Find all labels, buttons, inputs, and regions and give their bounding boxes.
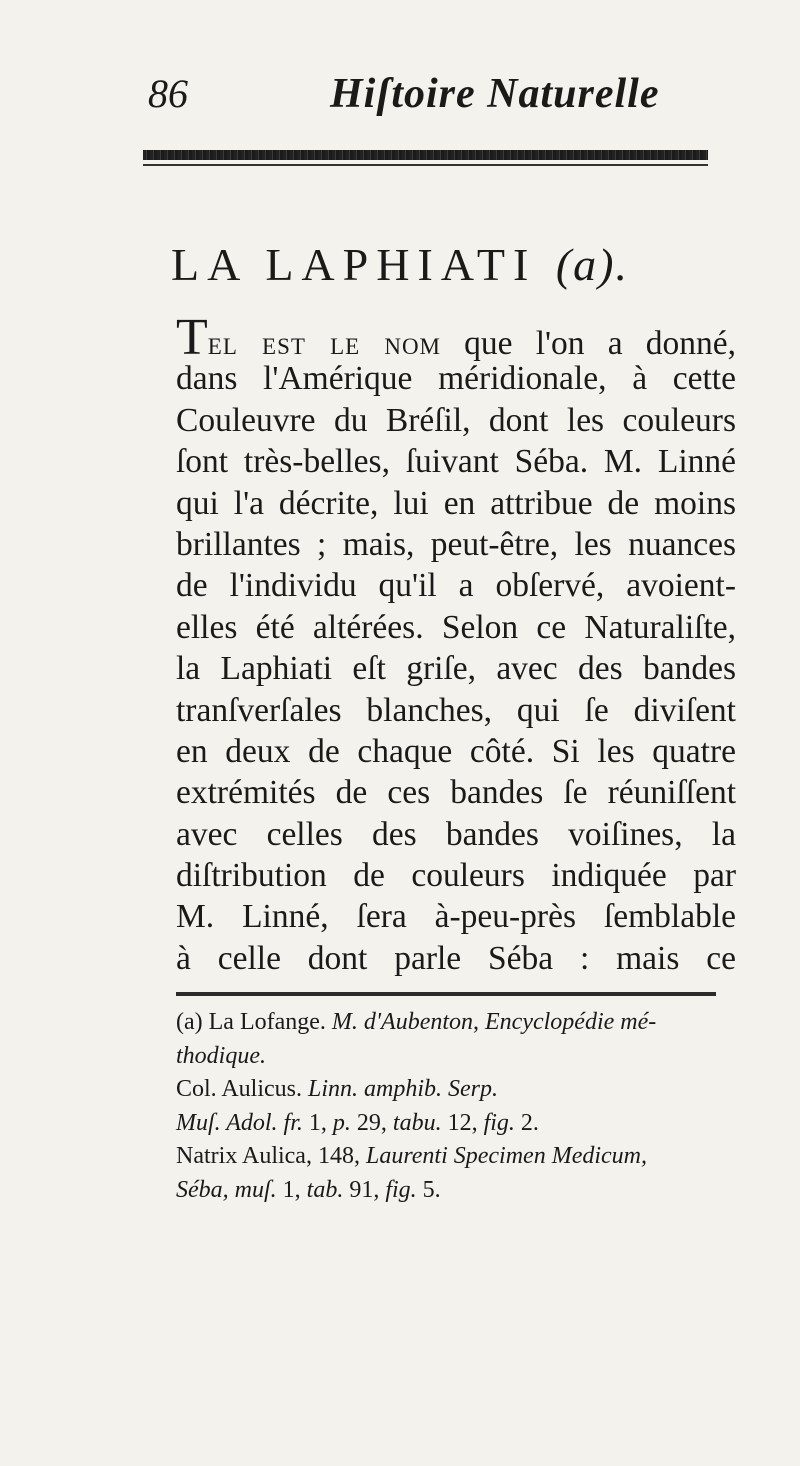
body-line: en deux de chaque côté. Si les quatre <box>176 732 736 770</box>
footnote-line: thodique. <box>176 1042 266 1069</box>
chapter-title-text: LA LAPHIATI <box>171 239 537 290</box>
running-title: Hiſtoire Naturelle <box>330 71 660 117</box>
footnote-text: tabu. <box>392 1109 442 1136</box>
chapter-title <box>0 238 800 291</box>
footnote-line <box>176 1174 736 1208</box>
footnote-block <box>176 1006 736 1207</box>
opening-smallcaps: el est le nom <box>207 325 442 362</box>
footnote-text: 1, <box>302 1109 333 1136</box>
footnote-text: tab. <box>306 1176 344 1203</box>
footnote-separator-rule <box>176 992 716 996</box>
body-line: elles été altérées. Selon ce Naturaliſte, <box>176 608 736 646</box>
body-line: la Laphiati eſt griſe, avec des bandes <box>176 650 736 688</box>
footnote-text: , <box>473 1009 486 1035</box>
body-line: dans l'Amérique méridionale, à cette <box>176 360 736 398</box>
body-line: tranſverſales blanches, qui ſe diviſent <box>176 691 736 729</box>
footnote-line <box>176 1006 736 1040</box>
footnote-text: fig. <box>385 1176 417 1203</box>
body-line: avec celles des bandes voiſines, la <box>176 815 736 853</box>
body-line <box>176 309 736 366</box>
body-line-text: que l'on a donné, <box>441 325 736 362</box>
footnote-text: 91, <box>343 1176 386 1203</box>
page-header <box>148 70 708 130</box>
header-thin-rule <box>143 164 708 166</box>
footnote-text: 1, <box>276 1176 307 1203</box>
footnote-work: Linn. amphib. Serp. <box>308 1076 499 1102</box>
body-paragraph <box>176 309 736 979</box>
body-line: à celle dont parle Séba : mais ce <box>176 939 736 977</box>
footnote-text: 29, <box>350 1109 393 1136</box>
body-line: extrémités de ces bandes ſe réuniſſent <box>176 774 736 812</box>
footnote-line <box>176 1107 736 1141</box>
header-ornamental-rule <box>143 150 708 160</box>
chapter-note-ref: (a). <box>555 239 629 290</box>
footnote-text: 12, <box>441 1109 484 1136</box>
body-line: ſont très-belles, ſuivant Séba. M. Linné <box>176 443 736 481</box>
body-line: qui l'a décrite, lui en attribue de moins <box>176 484 736 522</box>
body-line: brillantes ; mais, peut-être, les nuances <box>176 525 736 563</box>
footnote-work: Séba, muſ. <box>176 1176 277 1203</box>
body-line: de l'individu qu'il a obſervé, avoient- <box>176 567 736 605</box>
footnote-text: (a) La Lofange. <box>176 1009 332 1035</box>
footnote-text: 5. <box>416 1176 441 1203</box>
footnote-text: p. <box>332 1109 351 1136</box>
drop-cap: T <box>176 309 208 366</box>
page-number: 86 <box>148 71 188 116</box>
footnote-text: Col. Aulicus. <box>176 1076 309 1102</box>
footnote-work: Encyclopédie mé- <box>485 1009 657 1035</box>
footnote-text: fig. <box>483 1109 515 1136</box>
footnote-work: Laurenti Specimen Medicum, <box>365 1143 648 1169</box>
footnote-author: M. d'Aubenton <box>331 1009 474 1035</box>
footnote-line <box>176 1073 736 1107</box>
footnote-line <box>176 1140 736 1174</box>
body-line: M. Linné, ſera à-peu-près ſemblable <box>176 898 736 936</box>
body-line: diſtribution de couleurs indiquée par <box>176 857 736 895</box>
footnote-text: 2. <box>514 1109 539 1136</box>
footnote-text: Natrix Aulica, 148, <box>176 1143 366 1169</box>
body-line: Couleuvre du Bréſil, dont les couleurs <box>176 401 736 439</box>
footnote-work: Muſ. Adol. fr. <box>176 1109 303 1136</box>
